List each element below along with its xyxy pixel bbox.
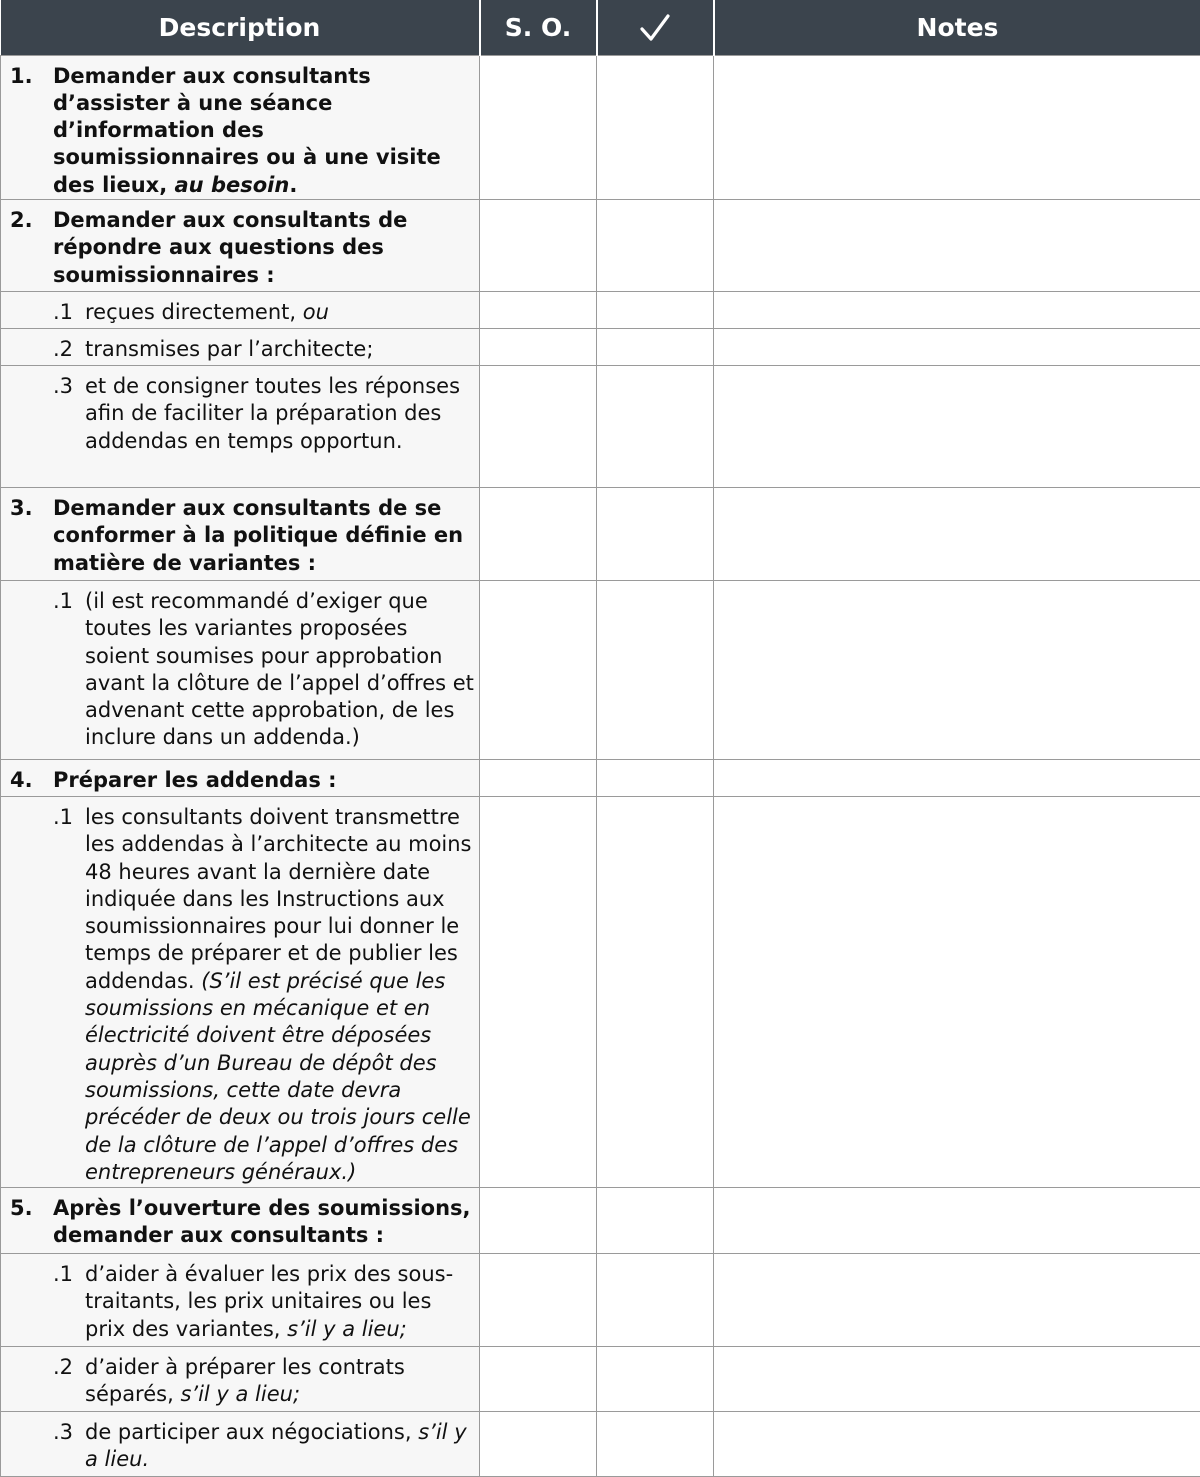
check-cell[interactable] [597,365,714,487]
description-cell [1,796,480,1187]
description-cell [1,759,480,796]
check-cell[interactable] [597,796,714,1187]
so-cell[interactable] [480,365,597,487]
check-cell[interactable] [597,1411,714,1476]
item-text [1,760,479,794]
checklist-item-row [1,199,1200,291]
subitem-text [1,329,479,363]
checklist-item-row [1,487,1200,580]
item-number: 3. [10,495,33,522]
header-check [597,0,714,55]
item-italic: ou [303,300,329,324]
check-cell[interactable] [597,199,714,291]
item-suffix: . [289,173,297,197]
so-cell[interactable] [480,796,597,1187]
header-so: S. O. [480,0,597,55]
description-cell [1,580,480,759]
item-body: Après l’ouverture des soumissions, demander aux consultants : [53,1196,471,1247]
so-cell[interactable] [480,55,597,199]
item-body: Demander aux consultants de se conformer à la politique définie en matière de variantes : [53,496,463,575]
item-body: reçues directement, [85,300,303,324]
notes-cell[interactable] [714,487,1200,580]
check-cell[interactable] [597,487,714,580]
item-number: 1. [10,63,33,90]
item-italic: au besoin [175,173,290,197]
description-cell [1,365,480,487]
checklist-subitem-row [1,328,1200,365]
check-cell[interactable] [597,1346,714,1411]
check-cell[interactable] [597,291,714,328]
item-body: Préparer les addendas : [53,768,337,792]
description-cell [1,328,480,365]
item-number: .1 [53,588,73,615]
checklist-subitem-row [1,291,1200,328]
checklist-subitem-row [1,796,1200,1187]
item-text [1,1188,479,1250]
subitem-text [1,1347,479,1409]
item-body: les consultants doivent transmettre les addendas à l’architecte au moins 48 heures avant la dernière date indiquée dans les Instructions aux soumissionnaires pour lui donner le temps de préparer et de publier les addendas. [85,805,472,993]
so-cell[interactable] [480,328,597,365]
so-cell[interactable] [480,759,597,796]
so-cell[interactable] [480,1253,597,1346]
check-cell[interactable] [597,1187,714,1253]
subitem-text [1,366,479,455]
so-cell[interactable] [480,1187,597,1253]
item-number: .1 [53,1261,73,1288]
item-body: Demander aux consultants d’assister à une séance d’information des soumissionnaires ou à une visite des lieux, [53,64,441,197]
item-text [1,200,479,289]
description-cell [1,55,480,199]
item-number: .2 [53,336,73,363]
description-cell [1,291,480,328]
so-cell[interactable] [480,1346,597,1411]
subitem-text [1,1412,479,1474]
notes-cell[interactable] [714,291,1200,328]
item-body: Demander aux consultants de répondre aux questions des soumissionnaires : [53,208,407,287]
checklist-item-row [1,1187,1200,1253]
item-italic: (S’il est précisé que les soumissions en mécanique et en électricité doivent être déposées auprès d’un Bureau de dépôt des soumissions, cette date devra précéder de deux ou trois jours celle de la clôture de l’appel d’offres des entrepreneurs généraux.) [85,969,471,1184]
item-text [1,56,479,199]
subitem-text [1,1254,479,1343]
item-body: et de consigner toutes les réponses afin de faciliter la préparation des addendas en temps opportun. [85,374,460,453]
check-cell[interactable] [597,580,714,759]
item-italic: s’il y a lieu; [180,1382,300,1406]
check-cell[interactable] [597,759,714,796]
description-cell [1,487,480,580]
item-number: 5. [10,1195,33,1222]
description-cell [1,1346,480,1411]
notes-cell[interactable] [714,796,1200,1187]
item-italic: s’il y a lieu. [85,1420,467,1471]
item-body: d’aider à évaluer les prix des sous-traitants, les prix unitaires ou les prix des variantes, [85,1262,453,1341]
check-cell[interactable] [597,1253,714,1346]
notes-cell[interactable] [714,365,1200,487]
so-cell[interactable] [480,199,597,291]
checklist-item-row [1,759,1200,796]
check-cell[interactable] [597,328,714,365]
item-body: de participer aux négociations, [85,1420,418,1444]
item-body: transmises par l’architecte; [85,337,373,361]
notes-cell[interactable] [714,55,1200,199]
description-cell [1,1411,480,1476]
notes-cell[interactable] [714,1411,1200,1476]
subitem-text [1,581,479,752]
so-cell[interactable] [480,291,597,328]
item-number: .3 [53,373,73,400]
item-number: .1 [53,299,73,326]
checklist-subitem-row [1,365,1200,487]
checklist-subitem-row [1,580,1200,759]
item-body: d’aider à préparer les contrats séparés, [85,1355,405,1406]
so-cell[interactable] [480,1411,597,1476]
subitem-text [1,797,479,1186]
header-description: Description [1,0,480,55]
item-text [1,488,479,577]
checklist-subitem-row [1,1346,1200,1411]
description-cell [1,199,480,291]
checkmark-icon [639,13,671,43]
item-number: .1 [53,804,73,831]
check-cell[interactable] [597,55,714,199]
notes-cell[interactable] [714,328,1200,365]
item-number: 2. [10,207,33,234]
notes-cell[interactable] [714,1253,1200,1346]
checklist-subitem-row [1,1411,1200,1476]
notes-cell[interactable] [714,1187,1200,1253]
item-number: 4. [10,767,33,794]
item-number: .2 [53,1354,73,1381]
notes-cell[interactable] [714,580,1200,759]
so-cell[interactable] [480,487,597,580]
notes-cell[interactable] [714,1346,1200,1411]
checklist-subitem-row [1,1253,1200,1346]
item-body: (il est recommandé d’exiger que toutes les variantes proposées soient soumises pour approbation avant la clôture de l’appel d’offres et advenant cette approbation, de les inclure dans un addenda.) [85,589,474,749]
description-cell [1,1187,480,1253]
notes-cell[interactable] [714,759,1200,796]
item-italic: s’il y a lieu; [287,1317,407,1341]
description-cell [1,1253,480,1346]
header-row [1,0,1200,55]
checklist-item-row [1,55,1200,199]
so-cell[interactable] [480,580,597,759]
header-notes: Notes [714,0,1200,55]
notes-cell[interactable] [714,199,1200,291]
item-number: .3 [53,1419,73,1446]
subitem-text [1,292,479,326]
